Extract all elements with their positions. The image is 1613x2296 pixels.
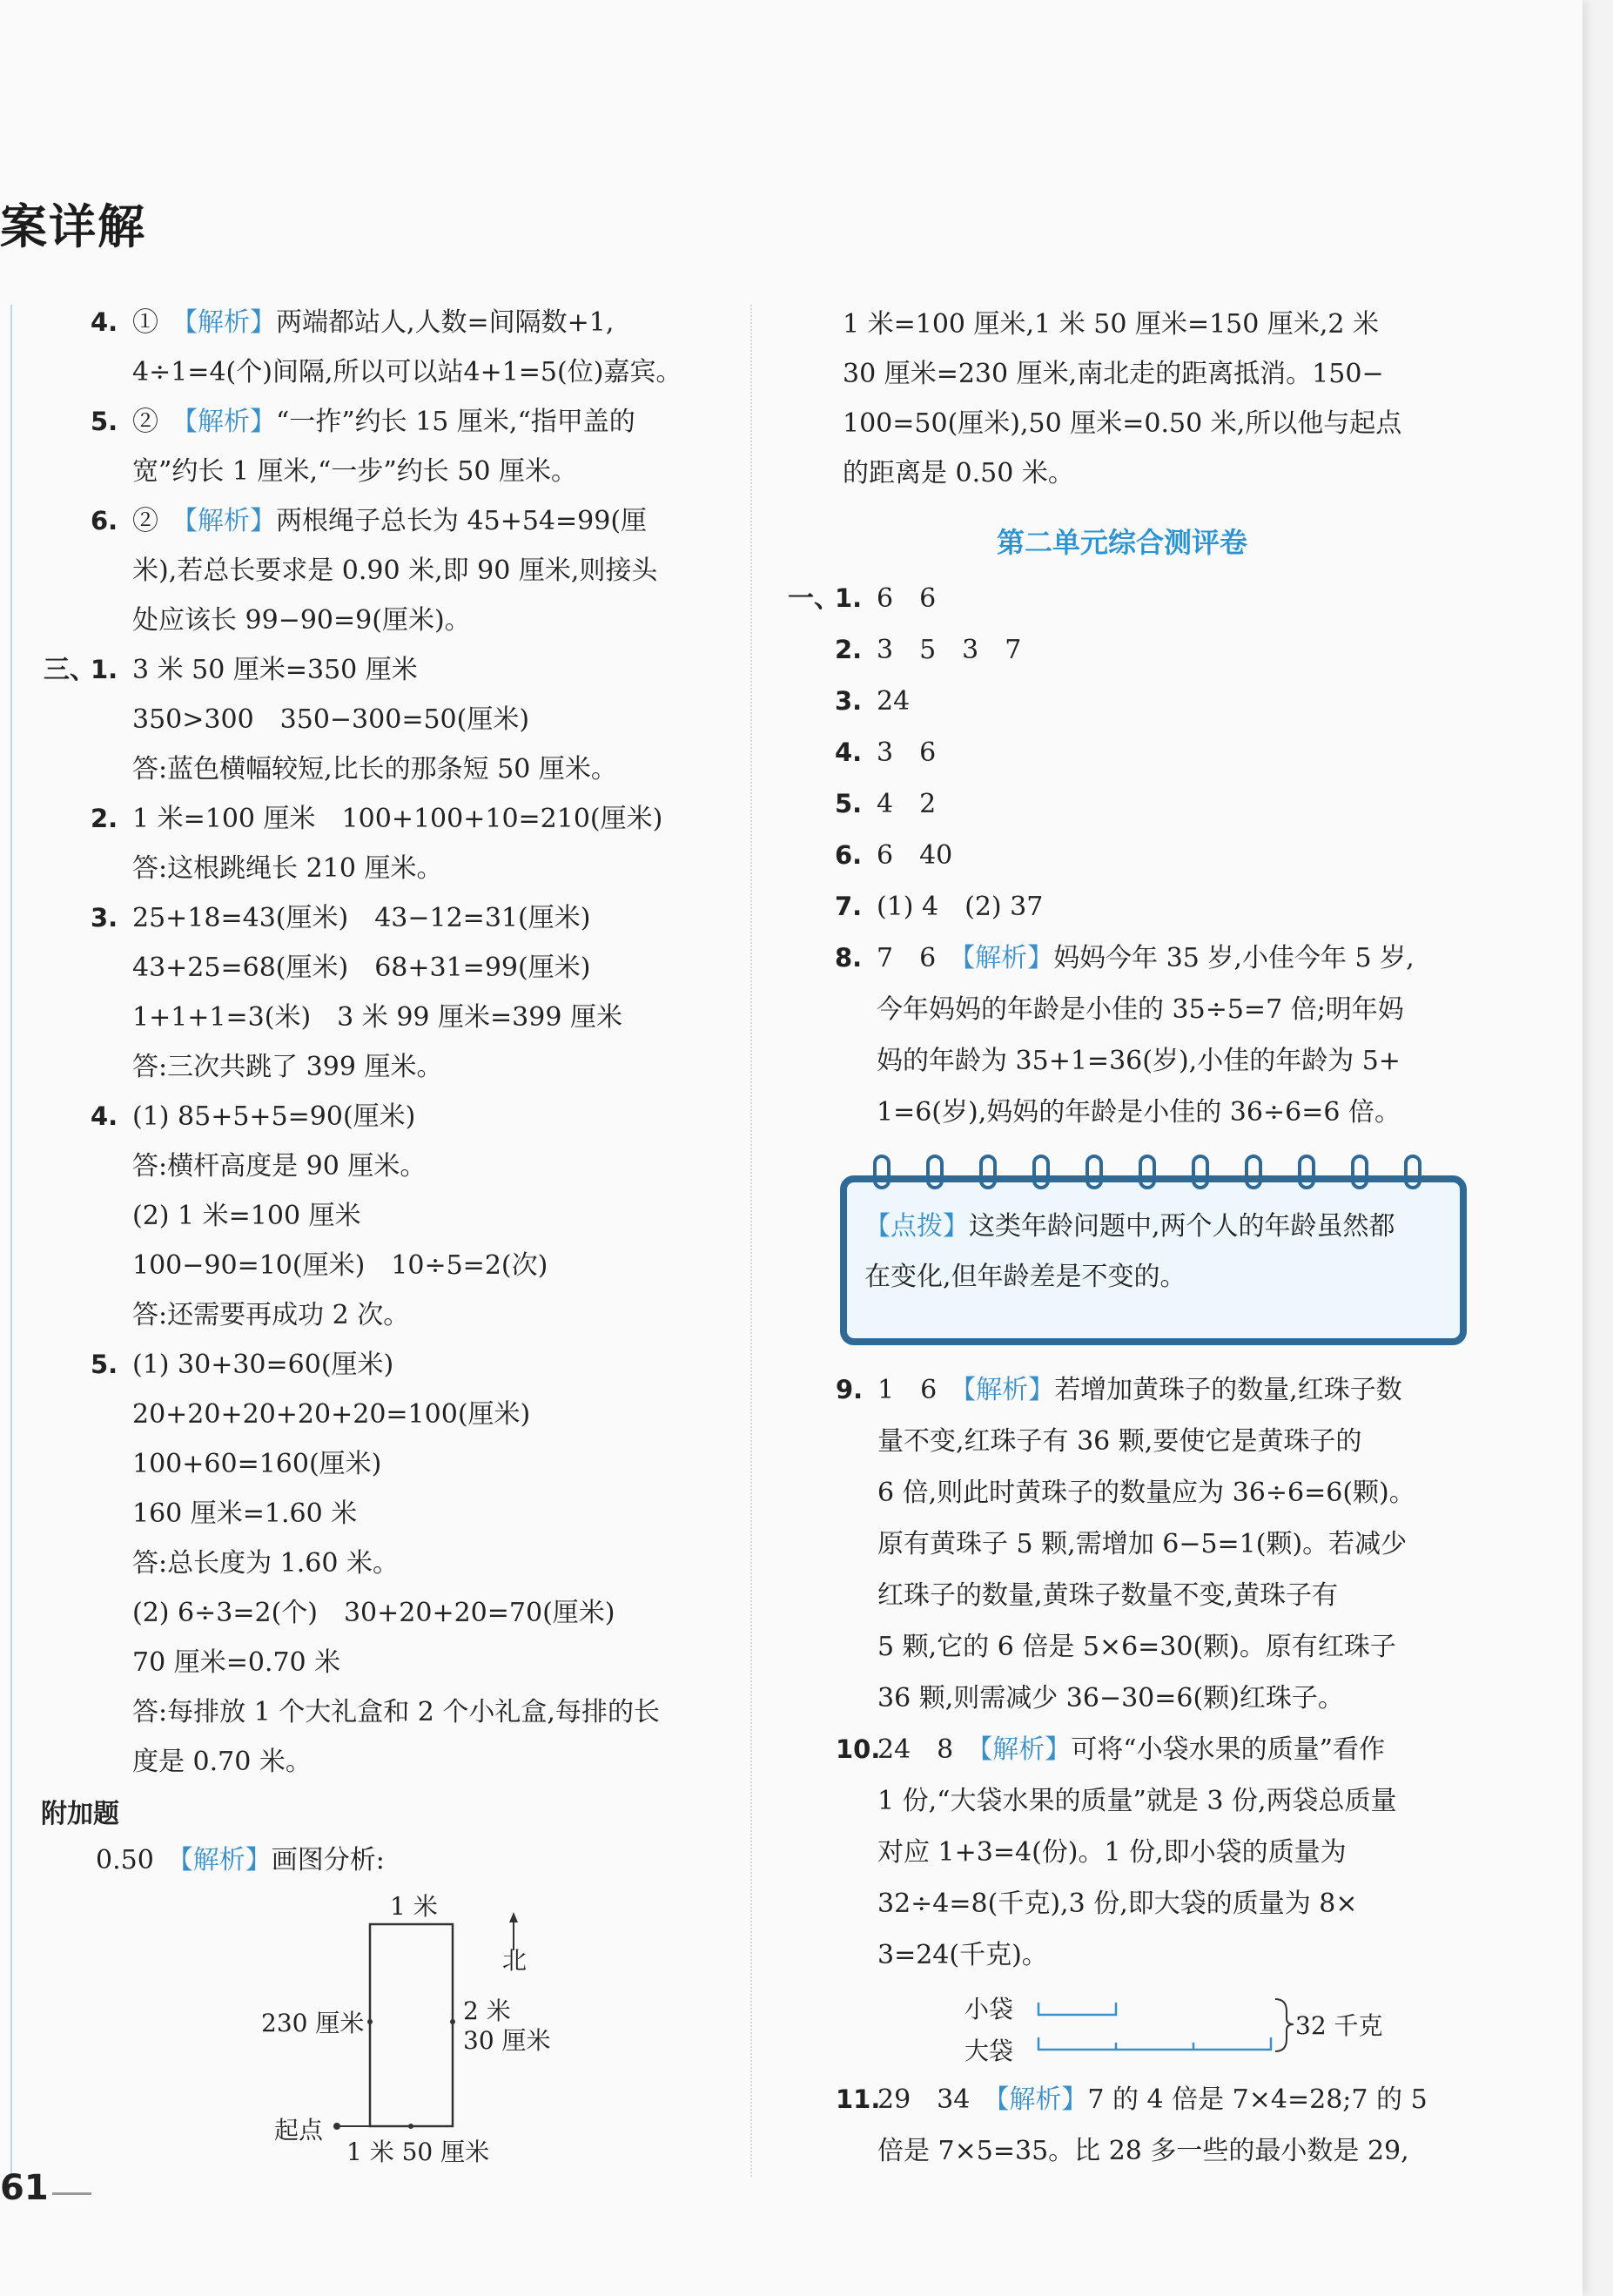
text-line — [836, 2125, 1489, 2177]
line-text: 100+60=160(厘米) — [132, 1449, 382, 1479]
line-text: 100−90=10(厘米) 10÷5=2(次) — [132, 1250, 548, 1281]
line-text: 妈的年龄为 35+1=36(岁),小佳的年龄为 5+ — [877, 1046, 1401, 1076]
line-text: 7 的 4 倍是 7×4=28;7 的 5 — [1087, 2084, 1428, 2115]
question-number: 5. — [835, 789, 863, 818]
tip-tag: 【点拨】 — [864, 1211, 969, 1242]
section-title: 第二单元综合测评卷 — [997, 526, 1248, 559]
line-text: 处应该长 99−90=9(厘米)。 — [132, 605, 471, 636]
question-number: 9. — [836, 1375, 864, 1404]
analysis-tag: 【解析】 — [185, 307, 276, 338]
question-number: 6. — [835, 840, 863, 870]
tip-line-2: 在变化,但年龄差是不变的。 — [864, 1262, 1186, 1292]
question-number: 4. — [91, 307, 118, 337]
answer-value: 29 34 — [877, 2084, 971, 2115]
intro-line: 的距离是 0.50 米。 — [843, 458, 1074, 488]
line-text: 350>300 350−300=50(厘米) — [132, 704, 530, 735]
question-number: 3. — [835, 686, 863, 716]
line-text: 3 米 50 厘米=350 厘米 — [132, 655, 418, 685]
analysis-tag: 【解析】 — [996, 2084, 1088, 2115]
analysis-tag: 【解析】 — [179, 1845, 272, 1875]
line-text: 量不变,红珠子有 36 颗,要使它是黄珠子的 — [877, 1426, 1362, 1457]
line-text: 度是 0.70 米。 — [132, 1747, 312, 1777]
line-text: (2) 1 米=100 厘米 — [132, 1201, 361, 1231]
intro-line: 30 厘米=230 厘米,南北走的距离抵消。150− — [843, 359, 1384, 389]
intro-line: 1 米=100 厘米,1 米 50 厘米=150 厘米,2 米 — [843, 309, 1380, 340]
answer-value: 7 6 — [877, 943, 937, 973]
answer-value: 24 8 — [877, 1734, 954, 1765]
line-text: 1+1+1=3(米) 3 米 99 厘米=399 厘米 — [132, 1002, 622, 1033]
line-text: 两根绳子总长为 45+54=99(厘 — [276, 506, 648, 536]
question-number: 2. — [91, 804, 118, 833]
line-text: 36 颗,则需减少 36−30=6(颗)红珠子。 — [877, 1683, 1344, 1714]
page-title: 案详解 — [0, 199, 146, 254]
line-text: 20+20+20+20+20=100(厘米) — [132, 1399, 531, 1430]
line-text: 4÷1=4(个)间隔,所以可以站4+1=5(位)嘉宾。 — [132, 357, 682, 387]
bonus-title: 附加题 — [41, 1799, 119, 1829]
bonus-value: 0.50 — [96, 1845, 154, 1875]
line-text: 1 米=100 厘米 100+100+10=210(厘米) — [132, 804, 663, 834]
intro-line: 100=50(厘米),50 厘米=0.50 米,所以他与起点 — [843, 408, 1402, 439]
line-text: 24 — [877, 686, 911, 717]
line-text: (1) 30+30=60(厘米) — [132, 1350, 394, 1380]
line-text: 32÷4=8(千克),3 份,即大袋的质量为 8× — [877, 1889, 1358, 1919]
line-text: 答:三次共跳了 399 厘米。 — [132, 1052, 443, 1082]
line-text: (1) 85+5+5=90(厘米) — [132, 1101, 416, 1132]
section-number: 一、 — [788, 583, 840, 614]
line-text: 25+18=43(厘米) 43−12=31(厘米) — [132, 903, 591, 933]
figure-start-label: 起点 — [274, 2116, 324, 2145]
line-text: 3 5 3 7 — [877, 635, 1022, 665]
line-text: 妈妈今年 35 岁,小佳今年 5 岁, — [1053, 943, 1415, 973]
line-text: 若增加黄珠子的数量,红珠子数 — [1054, 1375, 1402, 1405]
figure-left-label: 230 厘米 — [261, 2009, 365, 2037]
line-text: “一拃”约长 15 厘米,“指甲盖的 — [276, 407, 635, 437]
small-bag-label: 小袋 — [964, 1995, 1014, 2023]
line-text: 答:还需要再成功 2 次。 — [132, 1300, 410, 1330]
line-text: 答:横杆高度是 90 厘米。 — [132, 1151, 427, 1182]
line-text: (1) 4 (2) 37 — [877, 892, 1044, 922]
question-number: 4. — [835, 737, 863, 767]
page-number-rule — [52, 2192, 91, 2195]
line-text: 6 40 — [877, 840, 953, 871]
big-bag-label: 大袋 — [964, 2037, 1014, 2065]
answer-value: ② — [132, 506, 158, 536]
answer-value: 1 6 — [877, 1375, 938, 1405]
line-text: 倍是 7×5=35。比 28 多一些的最小数是 29, — [877, 2136, 1409, 2166]
question-number: 2. — [835, 635, 863, 664]
line-text: 今年妈妈的年龄是小佳的 35÷5=7 倍;明年妈 — [877, 994, 1404, 1025]
answer-value: ② — [132, 407, 158, 437]
figure-top-label: 1 米 — [390, 1892, 438, 1921]
tip-line-1: 这类年龄问题中,两个人的年龄虽然都 — [969, 1211, 1395, 1242]
line-text: 3=24(千克)。 — [877, 1940, 1048, 1970]
question-number: 5. — [91, 1350, 118, 1379]
line-text: 对应 1+3=4(份)。1 份,即小袋的质量为 — [877, 1837, 1347, 1868]
analysis-tag: 【解析】 — [962, 943, 1054, 973]
line-text: 3 6 — [877, 737, 937, 768]
text-line — [836, 2074, 1489, 2125]
question-number: 1. — [835, 583, 863, 613]
question-number: 3. — [91, 903, 118, 933]
question-number: 10. — [836, 1734, 881, 1764]
line-text: 答:总长度为 1.60 米。 — [132, 1548, 399, 1579]
line-text: 43+25=68(厘米) 68+31=99(厘米) — [132, 953, 591, 983]
line-text: 答:这根跳绳长 210 厘米。 — [132, 853, 443, 884]
question-number: 4. — [91, 1101, 118, 1131]
answer-value: ① — [132, 307, 158, 338]
question-number: 7. — [835, 892, 863, 921]
line-text: 160 厘米=1.60 米 — [132, 1498, 358, 1529]
line-text: 两端都站人,人数=间隔数+1, — [276, 307, 615, 338]
line-text: 宽”约长 1 厘米,“一步”约长 50 厘米。 — [132, 456, 577, 487]
question-number: 8. — [835, 943, 863, 973]
line-text: 6 6 — [877, 583, 937, 614]
analysis-tag: 【解析】 — [963, 1375, 1055, 1405]
analysis-tag: 【解析】 — [979, 1734, 1072, 1765]
figure-north-label: 北 — [502, 1946, 528, 1975]
right-items-3 — [836, 2074, 1489, 2177]
line-text: 答:蓝色横幅较短,比长的那条短 50 厘米。 — [132, 754, 617, 784]
bonus-text: 画图分析: — [271, 1845, 385, 1875]
page-number: 61 — [0, 2168, 49, 2208]
section-number: 三、 — [44, 655, 96, 685]
line-text: 5 颗,它的 6 倍是 5×6=30(颗)。原有红珠子 — [877, 1632, 1396, 1662]
question-number: 6. — [91, 506, 118, 535]
line-text: 70 厘米=0.70 米 — [132, 1647, 341, 1678]
bag-total-label: 32 千克 — [1295, 2011, 1383, 2040]
question-number: 11. — [836, 2084, 881, 2114]
analysis-tag: 【解析】 — [185, 506, 276, 536]
line-text: 可将“小袋水果的质量”看作 — [1071, 1734, 1385, 1765]
line-text: 1=6(岁),妈妈的年龄是小佳的 36÷6=6 倍。 — [877, 1097, 1401, 1128]
line-text: (2) 6÷3=2(个) 30+20+20=70(厘米) — [132, 1598, 615, 1628]
line-text: 原有黄珠子 5 颗,需增加 6−5=1(颗)。若减少 — [877, 1529, 1408, 1559]
line-text: 6 倍,则此时黄珠子的数量应为 36÷6=6(颗)。 — [877, 1478, 1415, 1508]
question-number: 1. — [91, 655, 118, 684]
line-text: 红珠子的数量,黄珠子数量不变,黄珠子有 — [877, 1580, 1339, 1611]
figure-right-label-2: 30 厘米 — [463, 2026, 551, 2055]
question-number: 5. — [91, 407, 118, 436]
line-text: 1 份,“大袋水果的质量”就是 3 份,两袋总质量 — [877, 1786, 1397, 1816]
line-text: 米),若总长要求是 0.90 米,即 90 厘米,则接头 — [132, 555, 658, 586]
figure-right-label-1: 2 米 — [463, 1996, 511, 2025]
line-text: 4 2 — [877, 789, 937, 819]
line-text: 答:每排放 1 个大礼盒和 2 个小礼盒,每排的长 — [132, 1697, 660, 1727]
figure-bottom-label: 1 米 50 厘米 — [346, 2138, 490, 2166]
analysis-tag: 【解析】 — [185, 407, 276, 437]
